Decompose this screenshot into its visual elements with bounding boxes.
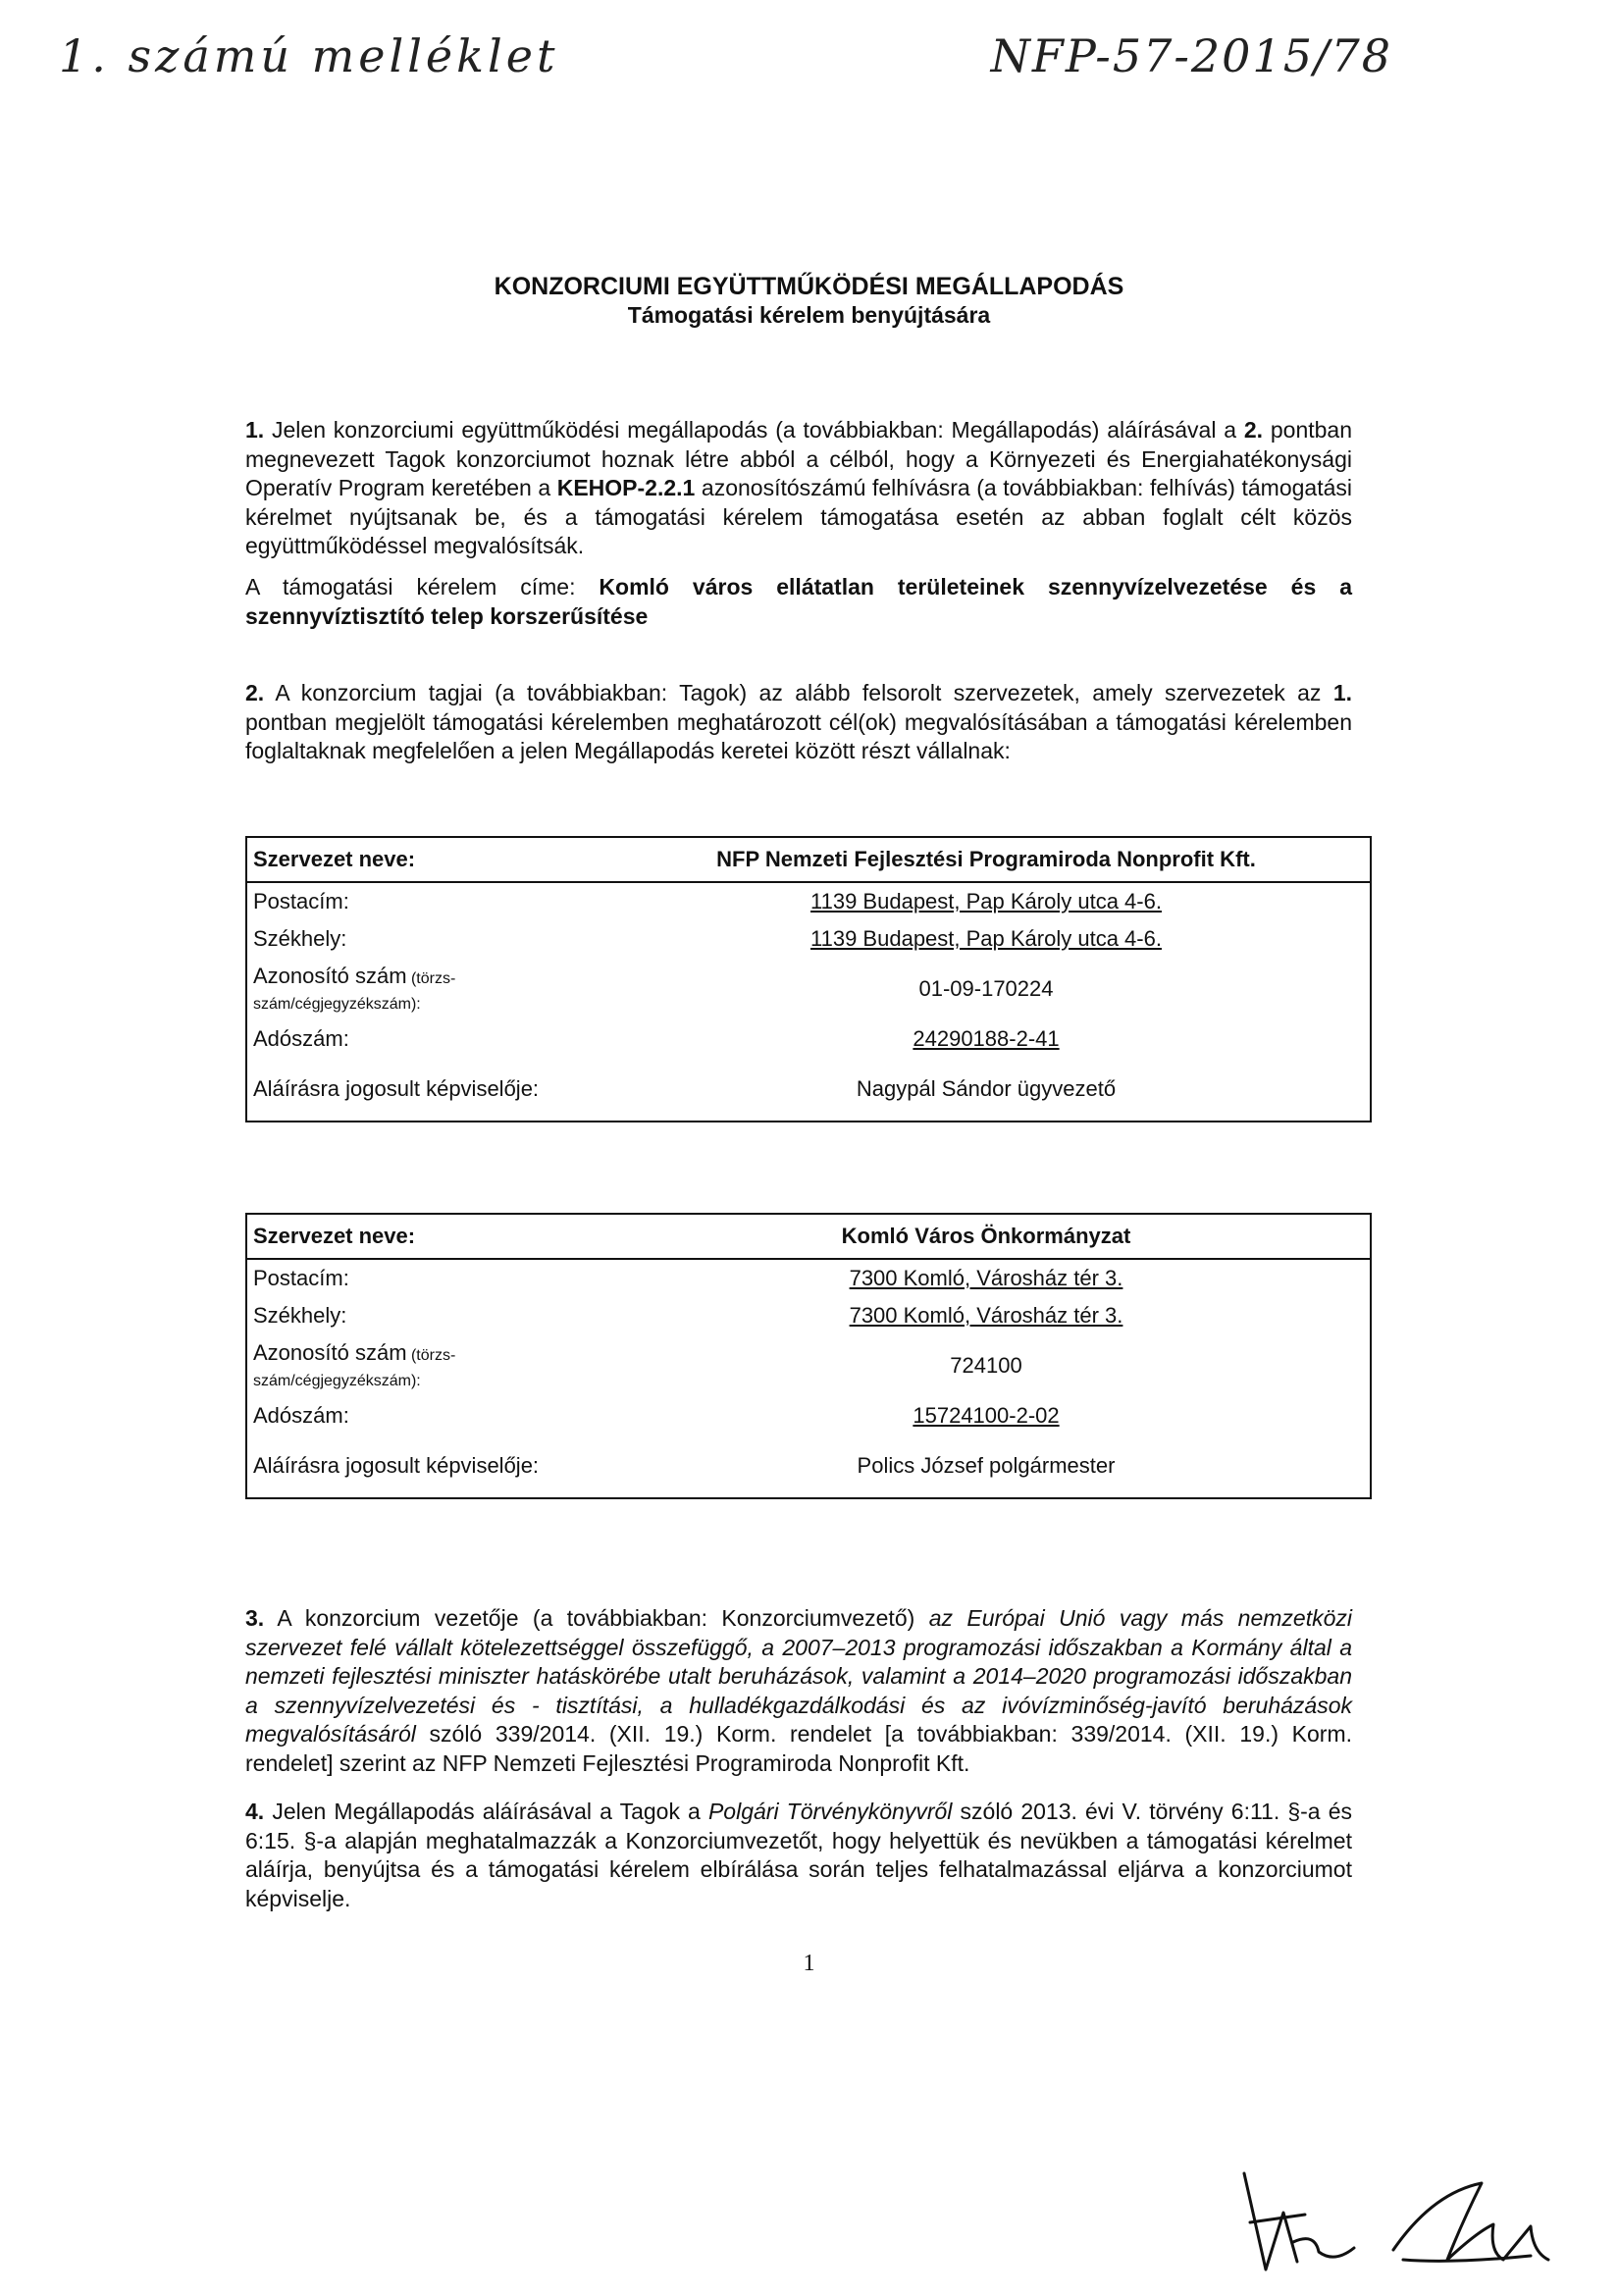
section-reference: 2. <box>1243 417 1264 443</box>
project-title-label: A támogatási kérelem címe: <box>245 574 600 600</box>
org-name-row <box>246 1214 1371 1259</box>
section-4 <box>245 1798 1352 1913</box>
section-number: 2. <box>245 680 265 705</box>
org-seat-row <box>246 1297 1371 1334</box>
org-seat-label: Székhely: <box>253 926 347 951</box>
org-tax-row <box>246 1397 1371 1435</box>
organization-table <box>245 836 1372 1122</box>
project-title: Komló város ellátatlan területeinek szennyvízelvezetése és a szennyvíztisztító telep korszerűsítése <box>245 574 1352 629</box>
org-id-label: Azonosító szám <box>253 964 407 988</box>
section-text: azonosítószámú felhívásra (a továbbiakban: felhívás) támogatási kérelmet nyújtsanak be, és a támogatási kérelem támogatása esetén az abban foglalt célt közös együttműködéssel megvalósítsák. <box>245 475 1352 558</box>
org-post-label: Postacím: <box>253 889 349 913</box>
page-number: 1 <box>803 1951 815 1976</box>
org-name-value: Komló Város Önkormányzat <box>602 1214 1371 1259</box>
section-2 <box>245 679 1352 766</box>
org-seat-label: Székhely: <box>253 1303 347 1328</box>
org-rep-row <box>246 1058 1371 1122</box>
org-name-label: Szervezet neve: <box>246 1214 602 1259</box>
organization-table <box>245 1213 1372 1499</box>
org-id-label: Azonosító szám <box>253 1340 407 1365</box>
document-subtitle: Támogatási kérelem benyújtására <box>627 302 991 328</box>
org-rep-value: Polics József polgármester <box>857 1453 1116 1478</box>
section-text: Jelen konzorciumi együttműködési megállapodás (a továbbiakban: Megállapodás) aláírásával a <box>272 417 1244 443</box>
section-3 <box>245 1604 1352 1778</box>
org-name-row <box>246 837 1371 882</box>
org-tax-label: Adószám: <box>253 1026 349 1051</box>
org-seat-value: 7300 Komló, Városház tér 3. <box>849 1303 1123 1328</box>
section-text: pontban megjelölt támogatási kérelemben meghatározott cél(ok) megvalósításában a támogatási kérelemben foglaltaknak megfelelően a jelen Megállapodás keretei között részt vállalnak: <box>245 708 1352 763</box>
org-id-value: 724100 <box>950 1353 1022 1378</box>
section-text: A konzorcium tagjai (a továbbiakban: Tagok) az alább felsorolt szervezetek, amely szervezetek az <box>275 680 1333 705</box>
org-post-row <box>246 1259 1371 1297</box>
document-title: KONZORCIUMI EGYÜTTMŰKÖDÉSI MEGÁLLAPODÁS <box>494 273 1124 300</box>
org-rep-label: Aláírásra jogosult képviselője: <box>253 1076 540 1101</box>
section-1 <box>245 416 1352 561</box>
org-tax-row <box>246 1020 1371 1058</box>
section-number: 3. <box>245 1605 265 1631</box>
org-id-value: 01-09-170224 <box>918 976 1054 1001</box>
org-seat-value: 1139 Budapest, Pap Károly utca 4-6. <box>810 926 1162 951</box>
section-text: A konzorcium vezetője (a továbbiakban: Konzorciumvezető) <box>277 1605 929 1631</box>
regulation-title: az Európai Unió vagy más nemzetközi szervezet felé vállalt kötelezettséggel összefüggő, a 2007–2013 programozási időszakban a Kormány által a nemzeti fejlesztési miniszter hatáskörébe utalt beruházások, valamint a 2014–2020 programozási időszakban a szennyvízelvezetési és - tisztítási, a hulladékgazdálkodási és az ivóvízminőség-javító beruházások megvalósításáról <box>245 1605 1352 1747</box>
org-id-row: Azonosító szám (törzs- szám/cégjegyzékszám): 01-09-170224 <box>246 958 1371 1020</box>
org-name-label: Szervezet neve: <box>246 837 602 882</box>
org-rep-row <box>246 1435 1371 1498</box>
org-post-value: 1139 Budapest, Pap Károly utca 4-6. <box>810 889 1162 913</box>
org-tax-label: Adószám: <box>253 1403 349 1428</box>
org-post-value: 7300 Komló, Városház tér 3. <box>849 1266 1123 1290</box>
section-number: 1. <box>245 417 265 443</box>
org-tax-value: 15724100-2-02 <box>913 1403 1060 1428</box>
law-title: Polgári Törvénykönyvről <box>707 1799 953 1824</box>
section-reference: 1. <box>1332 680 1352 705</box>
org-tax-value: 24290188-2-41 <box>913 1026 1060 1051</box>
section-text: pontban megnevezett Tagok konzorciumot hoznak létre abból a célból, hogy a Környezeti és Energiahatékonysági Operatív Program keretében a <box>245 417 1352 500</box>
org-name-value: NFP Nemzeti Fejlesztési Programiroda Nonprofit Kft. <box>602 837 1371 882</box>
handwritten-annex-note: 1. számú melléklet <box>59 29 559 82</box>
org-seat-row <box>246 920 1371 958</box>
project-title-line <box>245 573 1352 631</box>
program-code: KEHOP-2.2.1 <box>556 475 696 500</box>
section-text: szóló 339/2014. (XII. 19.) Korm. rendelet [a továbbiakban: 339/2014. (XII. 19.) Korm. rendelet] szerint az NFP Nemzeti Fejlesztési Programiroda Nonprofit Kft. <box>245 1721 1352 1776</box>
handwritten-reference-number: NFP-57-2015/78 <box>990 29 1392 82</box>
signature-initials <box>1236 2154 1590 2281</box>
section-number: 4. <box>245 1799 265 1824</box>
org-id-row: Azonosító szám (törzs- szám/cégjegyzékszám): 724100 <box>246 1334 1371 1397</box>
org-post-label: Postacím: <box>253 1266 349 1290</box>
org-post-row <box>246 882 1371 920</box>
org-rep-label: Aláírásra jogosult képviselője: <box>253 1453 540 1478</box>
section-text: Jelen Megállapodás aláírásával a Tagok a <box>272 1799 708 1824</box>
org-rep-value: Nagypál Sándor ügyvezető <box>856 1076 1117 1101</box>
section-text: szóló 2013. évi V. törvény 6:11. §-a és 6:15. §-a alapján meghatalmazzák a Konzorciumvezetőt, hogy helyettük és nevükben a támogatási kérelmet aláírja, benyújtsa és a támogatási kérelem elbírálása során teljes felhatalmazással eljárva a konzorciumot képviselje. <box>245 1799 1352 1911</box>
